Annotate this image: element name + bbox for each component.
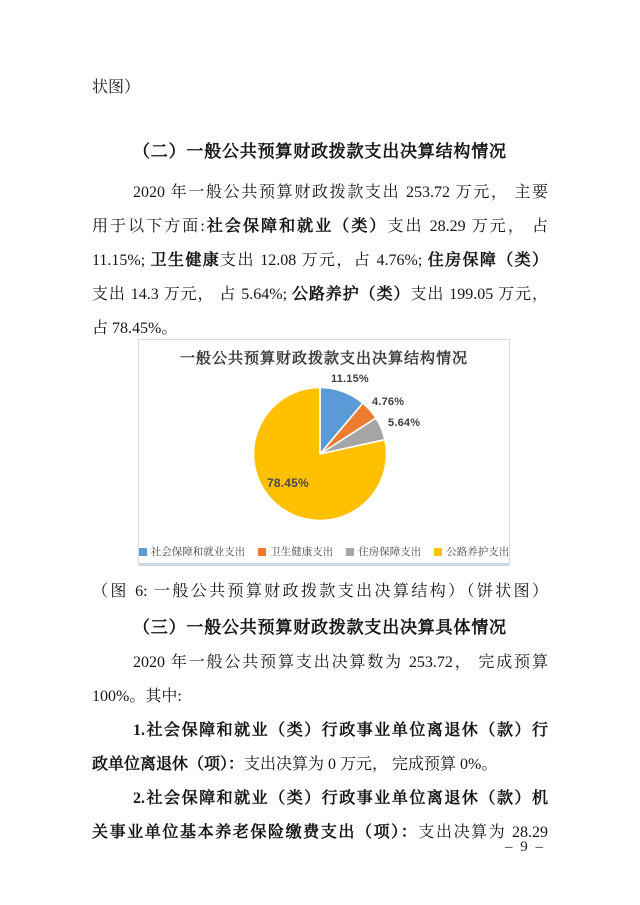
paragraph-overall-completion <box>92 646 548 714</box>
paragraph-expenditure-structure <box>92 176 548 346</box>
paragraph-line: 100%。其中: <box>92 688 182 705</box>
pie-slice-label-road-maintenance: 78.45% <box>267 476 309 490</box>
legend-item-health <box>258 544 333 559</box>
page-number: – 9 – <box>505 839 545 855</box>
legend-item-road-maintenance <box>434 544 509 559</box>
paragraph-line: 用于以下方面:社会保障和就业（类）支出 28.29 万元， 占 <box>92 218 548 235</box>
paragraph-line: 关事业单位基本养老保险缴费支出（项）：支出决算为 28.29 <box>92 824 548 841</box>
paragraph-item-2 <box>92 782 548 850</box>
legend-swatch-icon <box>258 548 266 556</box>
paragraph-line: 2020 年一般公共预算财政拨款支出 253.72 万元， 主要 <box>133 184 548 201</box>
legend-item-housing <box>346 544 421 559</box>
legend-swatch-icon <box>434 548 442 556</box>
section-heading-2: （二）一般公共预算财政拨款支出决算结构情况 <box>133 142 507 161</box>
pie-chart <box>139 340 509 563</box>
pie-slice-label-housing: 5.64% <box>388 417 421 429</box>
paragraph-item-1 <box>92 714 548 782</box>
paragraph-line: 2020 年一般公共预算支出决算数为 253.72， 完成预算 <box>133 654 548 671</box>
legend-item-social-security <box>139 544 246 559</box>
legend-swatch-icon <box>139 548 147 556</box>
paragraph-line: 1.社会保障和就业（类）行政事业单位离退休（款）行 <box>133 722 548 739</box>
pie-chart-figure <box>138 339 510 566</box>
pie-slice-label-health: 4.76% <box>372 396 405 408</box>
legend-swatch-icon <box>346 548 354 556</box>
legend-label: 公路养护支出 <box>446 546 510 558</box>
paragraph-line: 支出 14.3 万元， 占 5.64%; 公路养护（类）支出 199.05 万元， <box>92 286 548 303</box>
carryover-text-fragment: 状图） <box>92 79 141 96</box>
paragraph-line: 2.社会保障和就业（类）行政事业单位离退休（款）机 <box>133 790 548 807</box>
paragraph-line: 11.15%; 卫生健康支出 12.08 万元，占 4.76%; 住房保障（类） <box>92 252 548 269</box>
paragraph-line: 政单位离退休（项）：支出决算为 0 万元， 完成预算 0%。 <box>92 756 498 773</box>
pie-slice-label-social-security: 11.15% <box>331 373 369 385</box>
paragraph-line: 占 78.45%。 <box>92 320 178 337</box>
legend-label: 卫生健康支出 <box>270 546 334 558</box>
figure-caption: （图 6: 一般公共预算财政拨款支出决算结构）（饼状图） <box>92 583 548 600</box>
legend-label: 住房保障支出 <box>358 546 422 558</box>
section-heading-3: （三）一般公共预算财政拨款支出决算具体情况 <box>133 618 507 637</box>
legend-label: 社会保障和就业支出 <box>150 546 246 558</box>
chart-title: 一般公共预算财政拨款支出决算结构情况 <box>179 350 468 367</box>
chart-legend <box>139 544 509 559</box>
